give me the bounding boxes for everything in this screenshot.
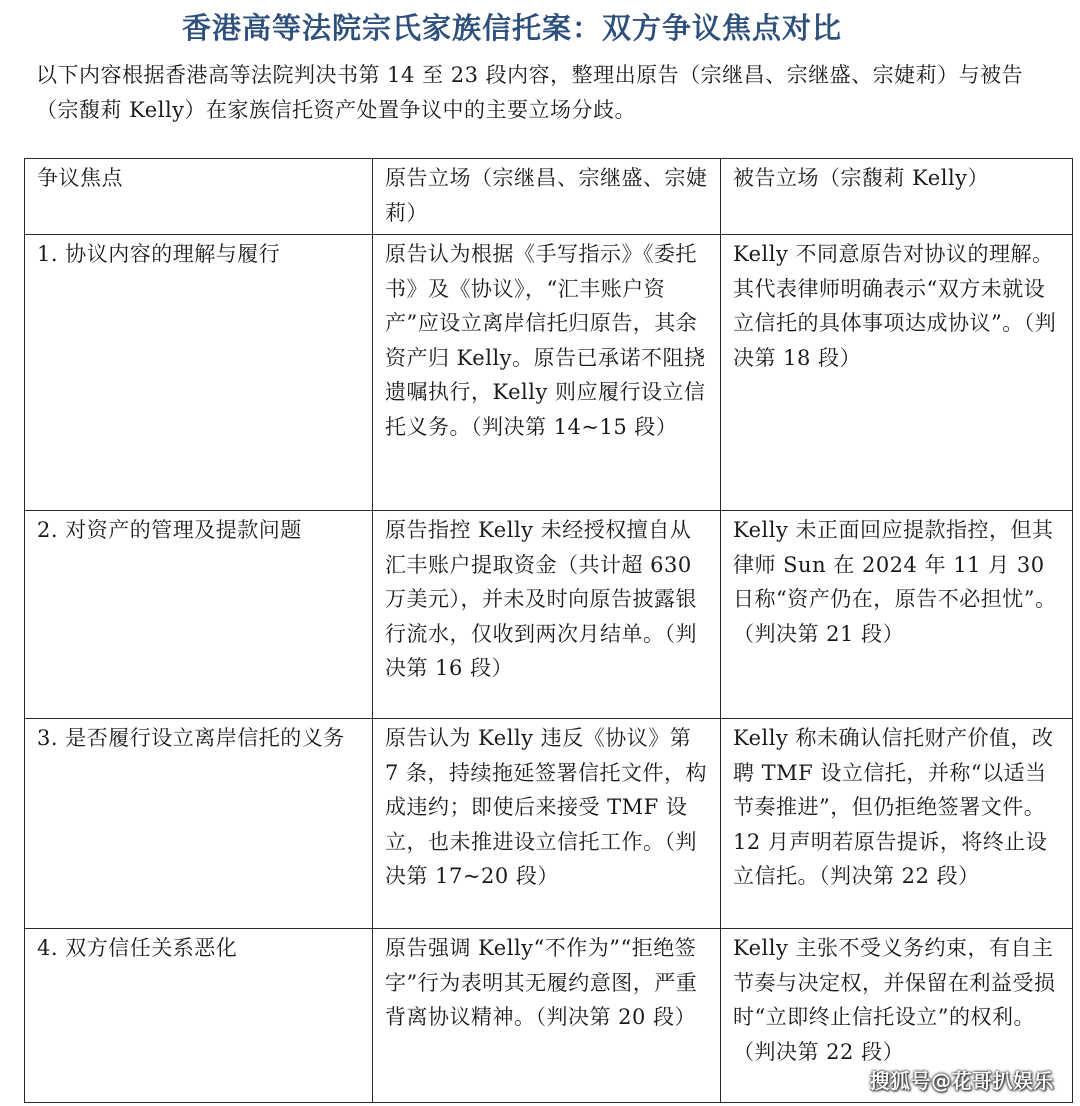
cell-plaintiff: 原告指控 Kelly 未经授权擅自从汇丰账户提取资金（共计超 630 万美元），并未及时向原告披露银行流水，仅收到两次月结单。（判决第 16 段）: [373, 511, 721, 719]
cell-defendant: Kelly 主张不受义务约束，有自主节奏与决定权，并保留在利益受损时“立即终止信托设立”的权利。（判决第 22 段）: [721, 929, 1073, 1103]
cell-issue: 3. 是否履行设立离岸信托的义务: [25, 719, 373, 929]
cell-defendant: Kelly 不同意原告对协议的理解。其代表律师明确表示“双方未就设立信托的具体事项达成协议”。（判决第 18 段）: [721, 235, 1073, 511]
cell-issue: 2. 对资产的管理及提款问题: [25, 511, 373, 719]
table-header-row: [25, 159, 1073, 235]
cell-plaintiff: 原告认为 Kelly 违反《协议》第 7 条，持续拖延签署信托文件，构成违约；即使后来接受 TMF 设立，也未推进设立信托工作。（判决第 17~20 段）: [373, 719, 721, 929]
table-row: [25, 235, 1073, 511]
cell-defendant: Kelly 未正面回应提款指控，但其律师 Sun 在 2024 年 11 月 30 日称“资产仍在，原告不必担忧”。（判决第 21 段）: [721, 511, 1073, 719]
header-defendant: 被告立场（宗馥莉 Kelly）: [721, 159, 1073, 235]
cell-plaintiff: 原告认为根据《手写指示》《委托书》及《协议》，“汇丰账户资产”应设立离岸信托归原告，其余资产归 Kelly。原告已承诺不阻挠遗嘱执行，Kelly 则应履行设立信托义务。（判决第 14~15 段）: [373, 235, 721, 511]
cell-defendant: Kelly 称未确认信托财产价值，改聘 TMF 设立信托，并称“以适当节奏推进”，但仍拒绝签署文件。12 月声明若原告提诉，将终止设立信托。（判决第 22 段）: [721, 719, 1073, 929]
table-row: [25, 719, 1073, 929]
intro-paragraph: 以下内容根据香港高等法院判决书第 14 至 23 段内容，整理出原告（宗继昌、宗继盛、宗婕莉）与被告（宗馥莉 Kelly）在家族信托资产处置争议中的主要立场分歧。: [36, 63, 1024, 122]
cell-plaintiff: 原告强调 Kelly“不作为”“拒绝签字”行为表明其无履约意图，严重背离协议精神。（判决第 20 段）: [373, 929, 721, 1103]
source-watermark: 搜狐号@花哥扒娱乐: [869, 1069, 1054, 1093]
table-row: [25, 511, 1073, 719]
header-issue: 争议焦点: [25, 159, 373, 235]
header-plaintiff: 原告立场（宗继昌、宗继盛、宗婕莉）: [373, 159, 721, 235]
cell-issue: 1. 协议内容的理解与履行: [25, 235, 373, 511]
page-title: 香港高等法院宗氏家族信托案：双方争议焦点对比: [181, 11, 842, 45]
cell-issue: 4. 双方信任关系恶化: [25, 929, 373, 1103]
dispute-comparison-table: [24, 158, 1073, 1103]
